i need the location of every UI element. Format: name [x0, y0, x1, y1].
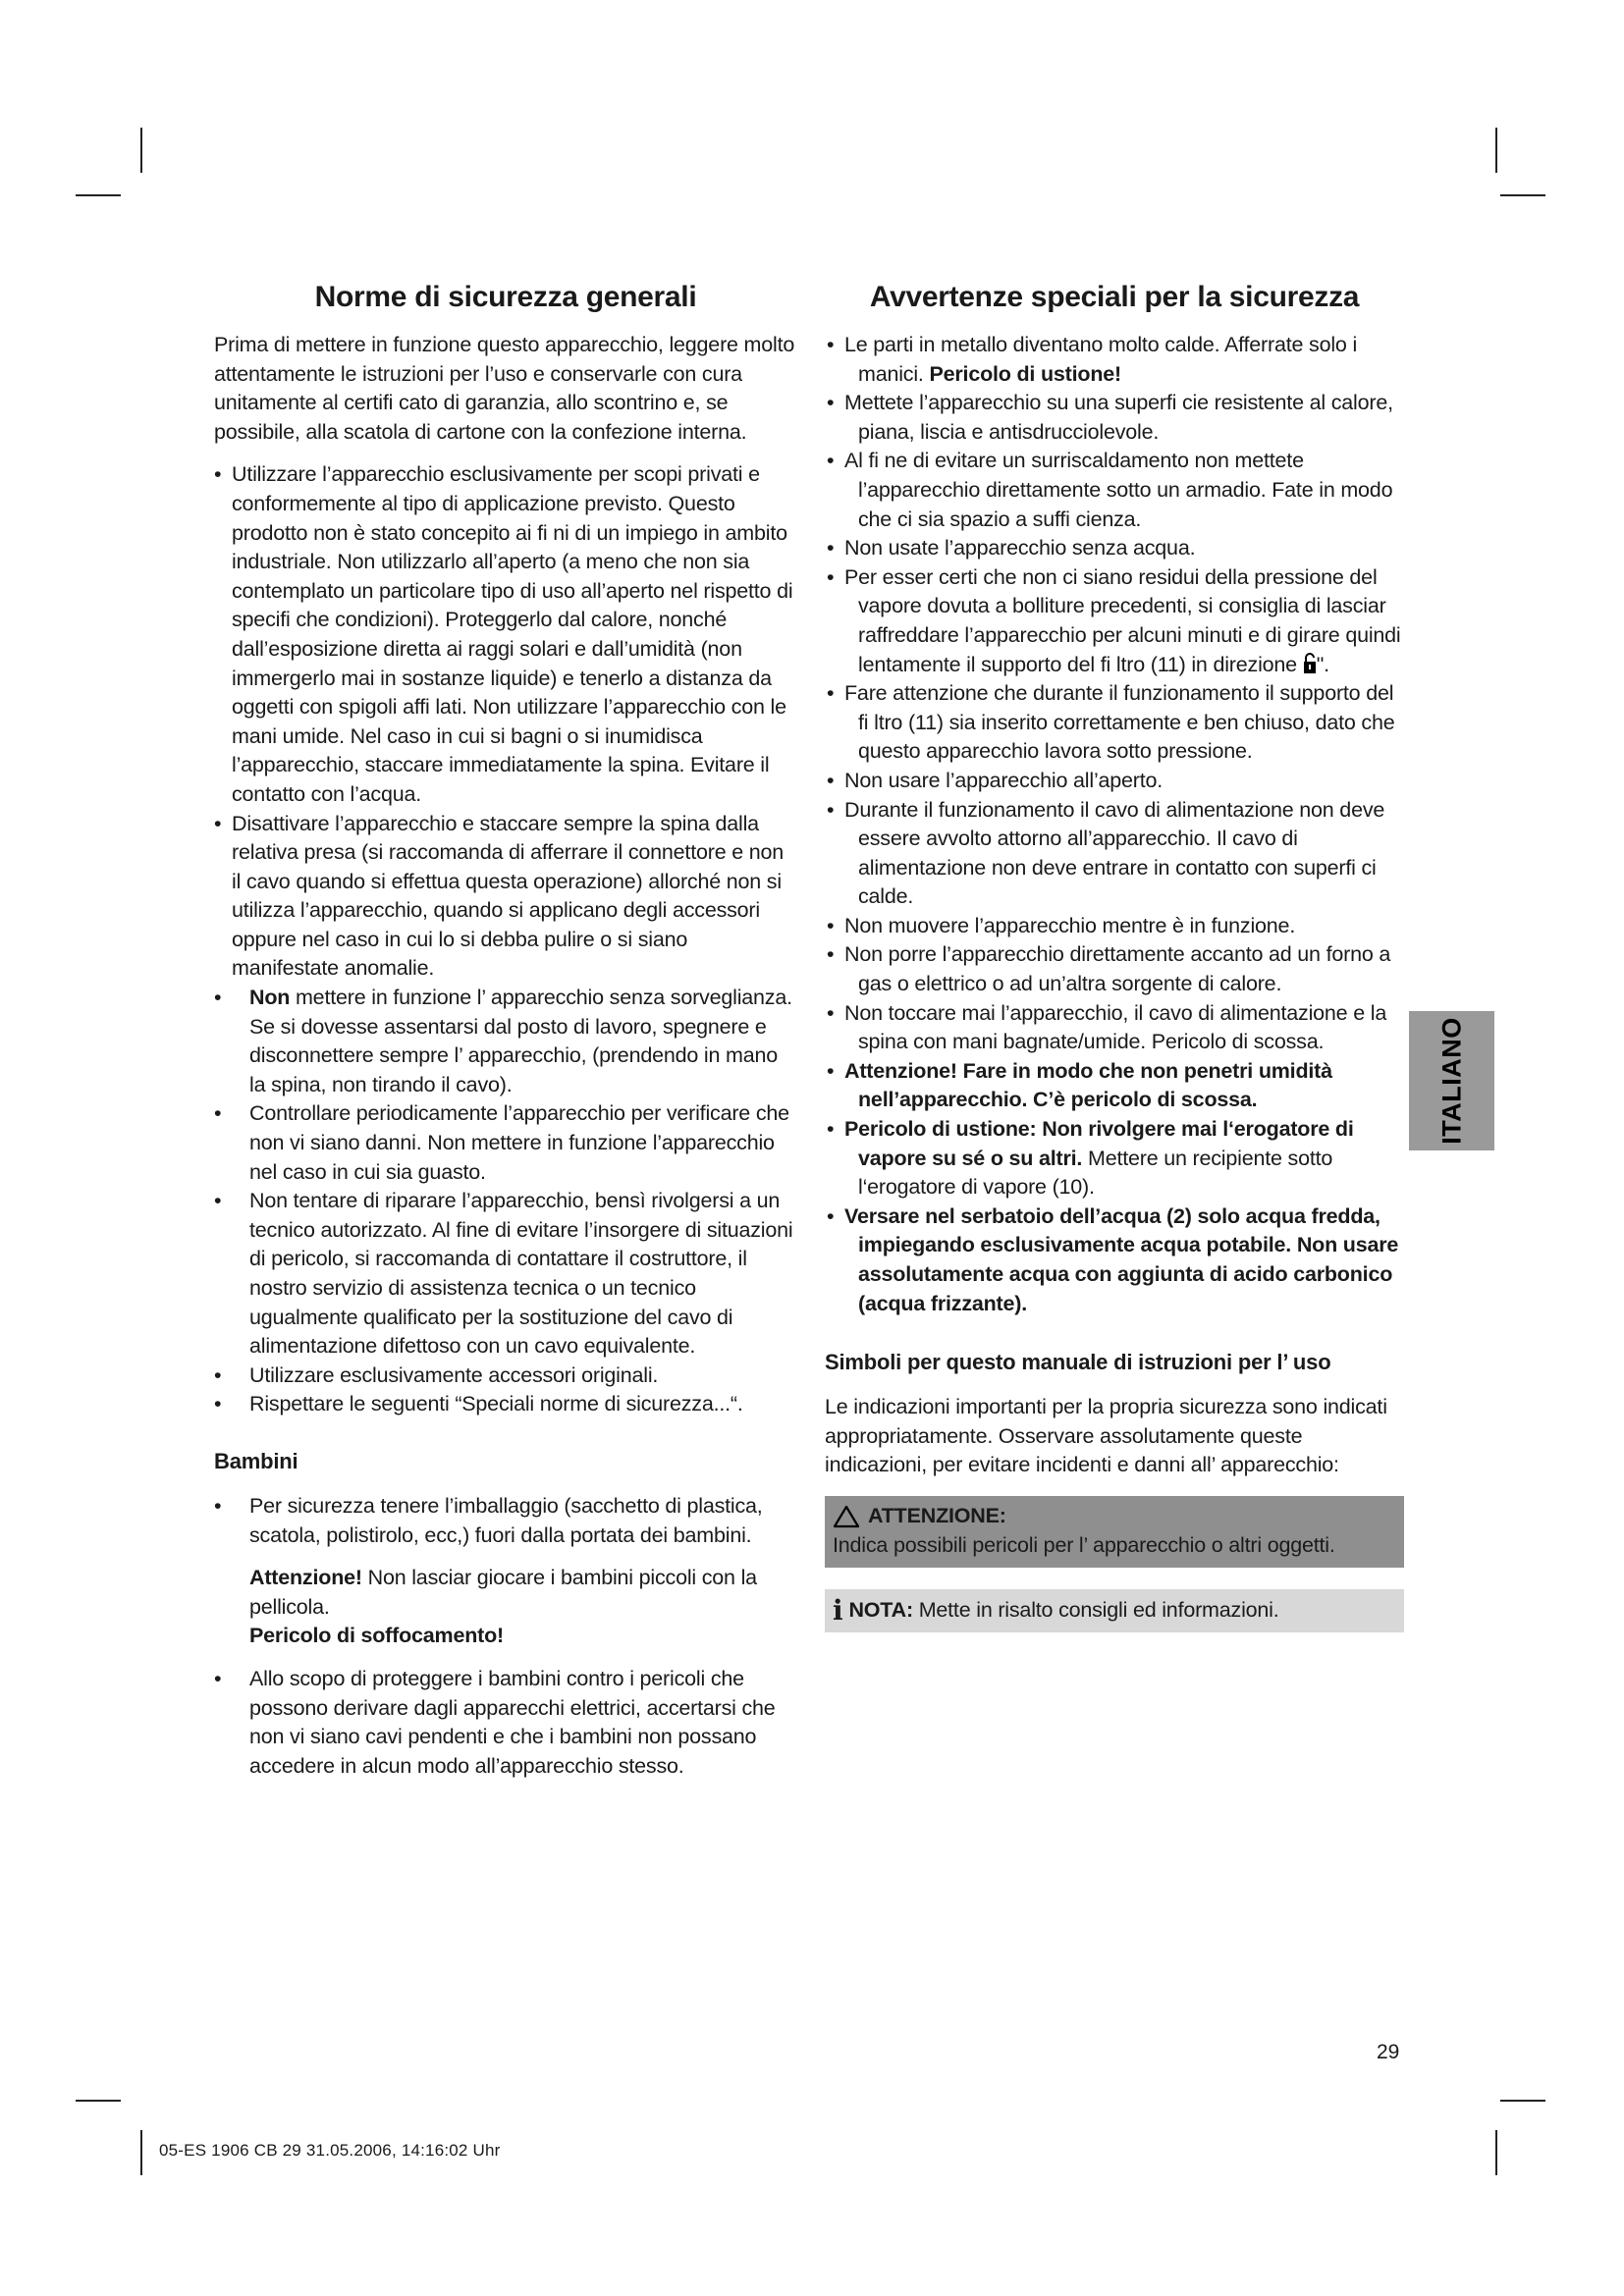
right-column [825, 278, 1404, 1632]
left-column [214, 278, 797, 1781]
list-item: • Per sicurezza tenere l’imballaggio (sacchetto di plastica, scatola, polistirolo, ecc,) fuori dalla portata dei bambini. [214, 1492, 797, 1550]
list-item: • Utilizzare l’apparecchio esclusivamente per scopi privati e conformemente al tipo di applicazione previsto. Questo prodotto non è stato concepito ai fi ni di un impiego in ambito industriale. Non utilizzarlo all’aperto (a meno che non sia contemplato un particolare tipo di uso all’aperto nel rispetto di specifi che condizioni). Proteggerlo dal calore, nonché dall’esposizione diretta ai raggi solari e dall’umidità (non immergerlo mai in sostanze liquide) e tenerlo a distanza da oggetti con spigoli affi lati. Non utilizzare l’apparecchio con le mani umide. Nel caso in cui si bagni o si inumidisca l’apparecchio, staccare immediatamente la spina. Evitare il contatto con l’acqua. [214, 460, 797, 809]
section-title-norme: Norme di sicurezza generali [314, 281, 697, 313]
info-icon: i [833, 1593, 843, 1627]
language-tab: ITALIANO [1409, 1011, 1494, 1150]
crop-mark [1500, 2100, 1545, 2102]
unlock-icon [1303, 653, 1317, 674]
list-item: • Attenzione! Fare in modo che non penetri umidità nell’apparecchio. C’è pericolo di scossa. [825, 1057, 1404, 1115]
bambini-list [214, 1492, 797, 1550]
warning-triangle-icon [833, 1505, 860, 1528]
list-item: • Al fi ne di evitare un surriscaldamento non mettete l’apparecchio direttamente sotto un armadio. Fate in modo che ci sia spazio a suffi cienza. [825, 447, 1404, 534]
list-item: • Allo scopo di proteggere i bambini contro i pericoli che possono derivare dagli apparecchi elettrici, accertarsi che non vi siano cavi pendenti e che i bambini non possano accedere in alcun modo all’apparecchio stesso. [214, 1665, 797, 1781]
list-item: • Non porre l’apparecchio direttamente accanto ad un forno a gas o elettrico o ad un’altra sorgente di calore. [825, 940, 1404, 998]
crop-mark [1495, 2130, 1497, 2175]
list-item: • Fare attenzione che durante il funzionamento il supporto del fi ltro (11) sia inserito correttamente e ben chiuso, dato che questo apparecchio lavora sotto pressione. [825, 679, 1404, 767]
crop-mark [140, 2130, 142, 2175]
list-item: • Mettete l’apparecchio su una superfi cie resistente al calore, piana, liscia e antisdrucciolevole. [825, 389, 1404, 447]
list-item: • Utilizzare esclusivamente accessori originali. [214, 1362, 797, 1391]
simboli-heading: Simboli per questo manuale di istruzioni per l’ uso [825, 1350, 1331, 1375]
note-box: i NOTA: Mette in risalto consigli ed informazioni. [825, 1589, 1404, 1632]
bambini-heading: Bambini [214, 1448, 298, 1473]
list-item: • Non muovere l’apparecchio mentre è in funzione. [825, 912, 1404, 941]
crop-mark [1495, 128, 1497, 173]
crop-mark [140, 128, 142, 173]
list-item: • Le parti in metallo diventano molto calde. Afferrate solo i manici. Pericolo di ustione! [825, 331, 1404, 389]
suffocation-warning: Pericolo di soffocamento! [249, 1624, 505, 1648]
bambini-warning: Attenzione! Non lasciar giocare i bambini piccoli con la pellicola. Pericolo di soffocamento! [214, 1564, 797, 1651]
list-item: • Durante il funzionamento il cavo di alimentazione non deve essere avvolto attorno all’apparecchio. Il cavo di alimentazione non deve entrare in contatto con superfi ci calde. [825, 796, 1404, 912]
bambini-list-2 [214, 1665, 797, 1781]
list-item: • Non mettere in funzione l’ apparecchio senza sorveglianza. Se si dovesse assentarsi dal posto di lavoro, spegnere e disconnettere sempre l’ apparecchio, (prendendo in mano la spina, non tirando il cavo). [214, 984, 797, 1099]
list-item: • Per esser certi che non ci siano residui della pressione del vapore dovuta a bolliture precedenti, si consiglia di lasciar raffreddare l’apparecchio per alcuni minuti e di girare quindi lentamente il supporto del fi ltro (11) in direzione ". [825, 563, 1404, 679]
section-title-avvertenze: Avvertenze speciali per la sicurezza [869, 281, 1360, 313]
crop-mark [76, 2100, 121, 2102]
attention-box: ATTENZIONE: Indica possibili pericoli per l’ apparecchio o altri oggetti. [825, 1496, 1404, 1568]
list-item: • Non toccare mai l’apparecchio, il cavo di alimentazione e la spina con mani bagnate/umide. Pericolo di scossa. [825, 999, 1404, 1057]
list-item: • Disattivare l’apparecchio e staccare sempre la spina dalla relativa presa (si raccomanda di afferrare il connettore e non il cavo quando si effettua questa operazione) allorché non si utilizza l’apparecchio, quando si applicano degli accessori oppure nel caso in cui lo si debba pulire o si siano manifestate anomalie. [214, 810, 797, 985]
page-number: 29 [1377, 2041, 1400, 2063]
list-item: • Non usate l’apparecchio senza acqua. [825, 534, 1404, 563]
list-item: • Pericolo di ustione: Non rivolgere mai l‘erogatore di vapore su sé o su altri. Mettere un recipiente sotto l‘erogatore di vapore (10). [825, 1115, 1404, 1202]
attention-text: Indica possibili pericoli per l’ apparecchio o altri oggetti. [833, 1532, 1335, 1557]
intro-paragraph: Prima di mettere in funzione questo apparecchio, leggere molto attentamente le istruzioni per l’uso e conservarle con cura unitamente al certifi cato di garanzia, allo scontrino e, se possibile, alla scatola di cartone con la confezione interna. [214, 333, 795, 444]
crop-mark [76, 194, 121, 196]
list-item: • Versare nel serbatoio dell’acqua (2) solo acqua fredda, impiegando esclusivamente acqua potabile. Non usare assolutamente acqua con aggiunta di acido carbonico (acqua frizzante). [825, 1202, 1404, 1318]
list-item: • Non usare l’apparecchio all’aperto. [825, 767, 1404, 796]
crop-mark [1500, 194, 1545, 196]
list-item: • Controllare periodicamente l’apparecchio per verificare che non vi siano danni. Non mettere in funzione l’apparecchio nel caso in cui sia guasto. [214, 1099, 797, 1187]
list-item: • Rispettare le seguenti “Speciali norme di sicurezza...“. [214, 1390, 797, 1419]
simboli-paragraph: Le indicazioni importanti per la propria sicurezza sono indicati appropriatamente. Osservare assolutamente queste indicazioni, per evitare incidenti e danni all’ apparecchio: [825, 1395, 1387, 1477]
print-footer: 05-ES 1906 CB 29 31.05.2006, 14:16:02 Uhr [159, 2141, 501, 2160]
special-safety-list [825, 331, 1404, 1318]
general-safety-list [214, 460, 797, 1419]
list-item: • Non tentare di riparare l’apparecchio, bensì rivolgersi a un tecnico autorizzato. Al fine di evitare l’insorgere di situazioni di pericolo, si raccomanda di contattare il costruttore, il nostro servizio di assistenza tecnica o un tecnico ugualmente qualificato per la sostituzione del cavo di alimentazione difettoso con un cavo equivalente. [214, 1187, 797, 1362]
